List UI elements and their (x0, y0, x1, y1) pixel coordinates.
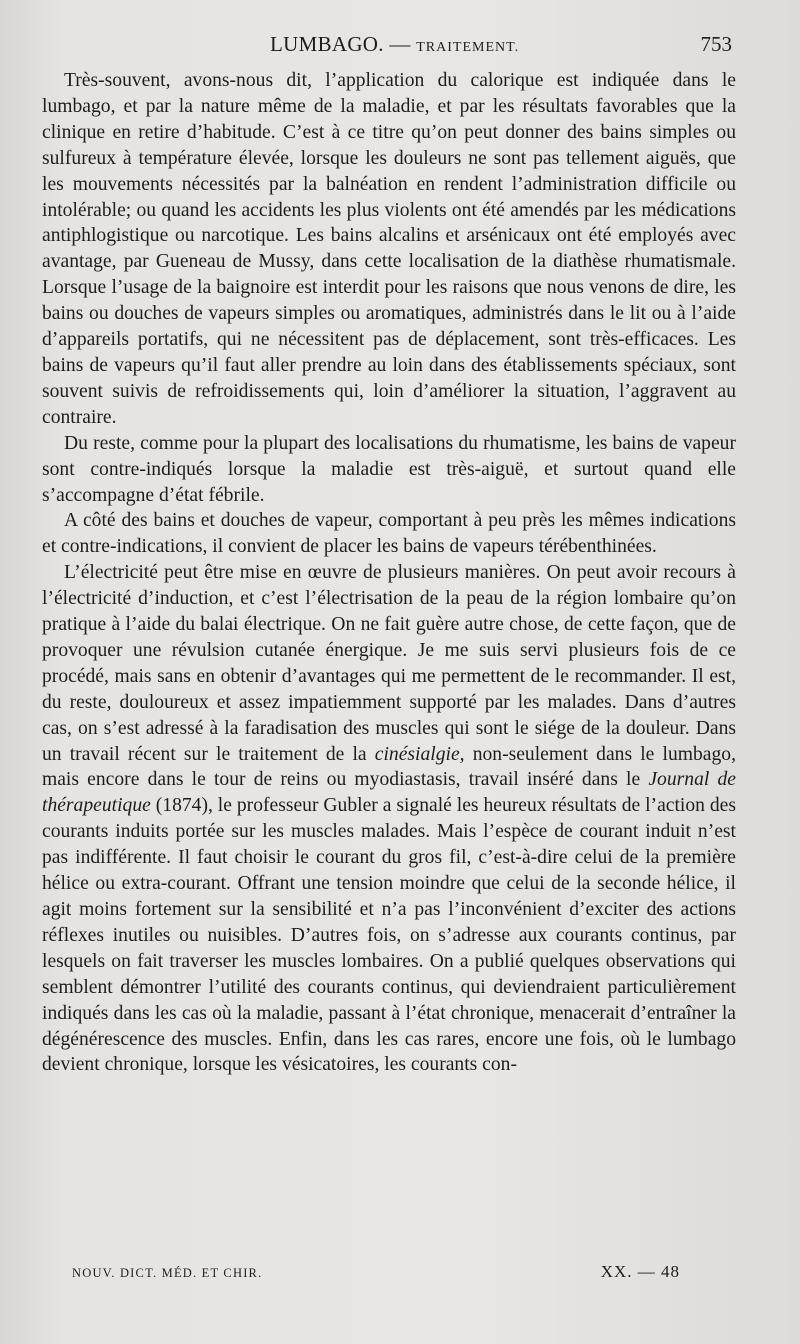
page-number: 753 (700, 32, 732, 56)
footer-publication: NOUV. DICT. MÉD. ET CHIR. (72, 1266, 263, 1280)
paragraph-bains-vapeur: Du reste, comme pour la plupart des localisations du rhumatisme, les bains de vapeur sont contre-indiqués lorsque la maladie est très-aiguë, et surtout quand elle s’accompagne d’état fébrile. (42, 432, 736, 506)
page-footer (72, 1262, 692, 1286)
electricite-text-2: non-seulement dans le lumbago, mais encore dans le tour de reins ou myodiastasis, travail inséré dans le (42, 743, 736, 791)
journal-title: Journal de thérapeutique (42, 769, 736, 817)
running-title-section: TRAITEMENT. (416, 40, 520, 55)
running-title (270, 32, 519, 57)
term-cinesialgie: cinésialgie, (374, 743, 465, 765)
footer-signature: XX. — 48 (600, 1262, 680, 1281)
paragraph-terebenthinees: A côté des bains et douches de vapeur, comportant à peu près les mêmes indications et contre-indications, il convient de placer les bains de vapeurs térébenthinées. (42, 510, 736, 558)
running-header (42, 32, 742, 62)
paragraph-calorique: Très-souvent, avons-nous dit, l’application du calorique est indiquée dans le lumbago, et par la nature même de la maladie, et par les résultats favorables que la clinique en retire d’habitude. C’est à ce titre qu’on peut donner des bains simples ou sulfureux à température élevée, lorsque les douleurs ne sont pas tellement aiguës, que les mouvements nécessités par la balnéation en rendent l’administration difficile ou intolérable; ou quand les accidents les plus violents ont été amendés par les médications antiphlogistique ou narcotique. Les bains alcalins et arsénicaux ont été employés avec avantage, par Gueneau de Mussy, dans cette localisation de la diathèse rhumatismale. Lorsque l’usage de la baignoire est interdit pour les raisons que nous venons de dire, les bains ou douches de vapeurs simples ou aromatiques, administrés dans le lit ou à l’aide d’appareils portatifs, qui ne nécessitent pas de déplacement, sont très-efficaces. Les bains de vapeurs qu’il faut aller prendre au loin dans des établissements spéciaux, sont souvent suivis de refroidissements qui, loin d’améliorer la situation, l’aggravent au contraire. (42, 70, 736, 428)
paragraph-electricite (42, 560, 736, 1078)
electricite-text-1: L’électricité peut être mise en œuvre de plusieurs manières. On peut avoir recours à l’électricité d’induction, et c’est l’électrisation de la peau de la région lombaire qu’on pratique à l’aide du balai électrique. On ne fait guère autre chose, de cette façon, que de provoquer une révulsion cutanée énergique. Je me suis servi plusieurs fois de ce procédé, mais sans en obtenir d’avantages qui me permettent de le recommander. Il est, du reste, douloureux et assez impatiemment supporté par les malades. Dans d’autres cas, on s’est adressé à la faradisation des muscles qui sont le siége de la douleur. Dans un travail récent sur le traitement de la (42, 562, 736, 765)
page-body (42, 68, 736, 1078)
running-title-main: LUMBAGO. — (270, 32, 411, 56)
electricite-text-3: (1874), le professeur Gubler a signalé les heureux résultats de l’action des courants induits portée sur les muscles malades. Mais l’espèce de courant induit n’est pas indifférente. Il faut choisir le courant du gros fil, c’est-à-dire celui de la première hélice ou extra-courant. Offrant une tension moindre que celui de la seconde hélice, il agit moins fortement sur la sensibilité et n’a pas l’inconvénient d’exciter des actions réflexes inutiles ou nuisibles. D’autres fois, on s’adresse aux courants continus, par lesquels on fait traverser les muscles lombaires. On a publié quelques observations qui semblent démontrer l’utilité des courants continus, qui deviendraient particulièrement indiqués dans les cas où la maladie, passant à l’état chronique, menacerait d’entraîner la dégénérescence des muscles. Enfin, dans les cas rares, encore une fois, où le lumbago devient chronique, lorsque les vésicatoires, les courants con- (42, 795, 736, 1076)
